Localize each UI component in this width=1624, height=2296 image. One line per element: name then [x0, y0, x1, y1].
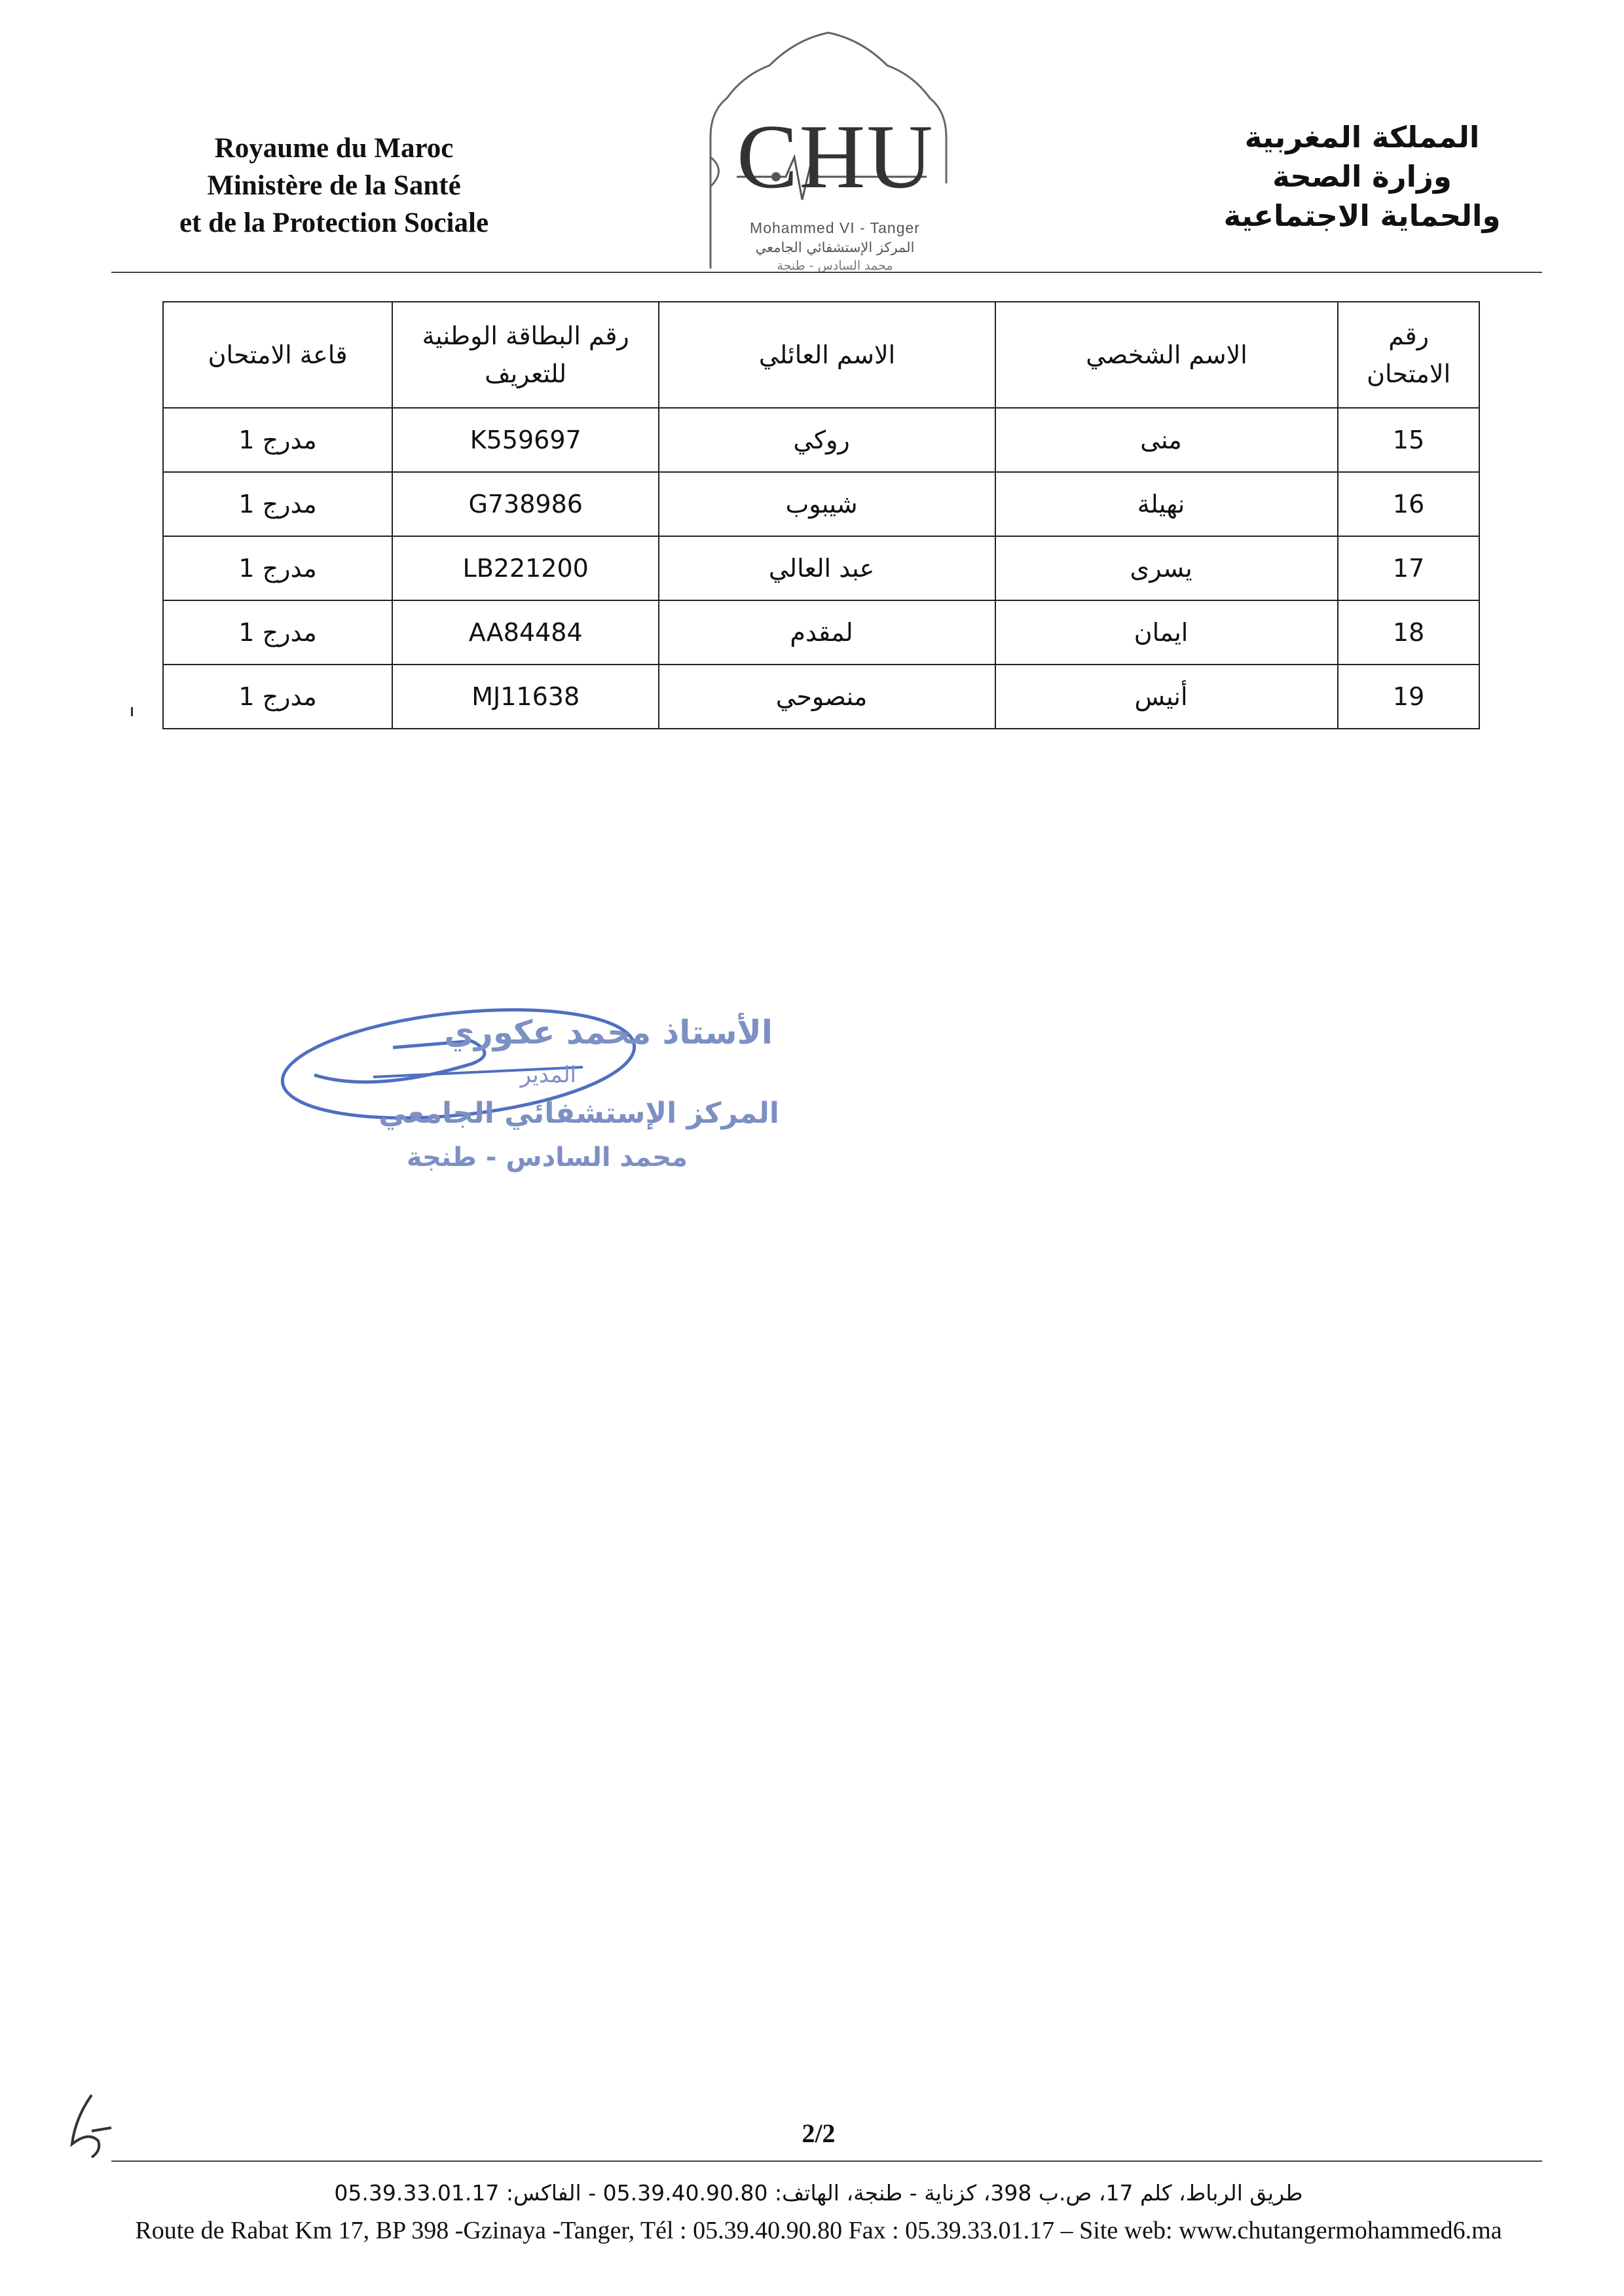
footer-divider	[111, 2160, 1542, 2162]
header-arabic-line-2: وزارة الصحة	[1272, 159, 1452, 194]
header-french-line-1: Royaume du Maroc	[214, 133, 454, 164]
header-arabic-line-1: المملكة المغربية	[1244, 120, 1480, 155]
header-exam-room: قاعة الامتحان	[163, 302, 392, 408]
cell-exam-number: 19	[1338, 665, 1479, 729]
chu-logo	[697, 26, 959, 272]
header-french-line-3: et de la Protection Sociale	[179, 208, 489, 238]
cell-exam-room: مدرج 1	[163, 472, 392, 536]
cell-national-id: MJ11638	[392, 665, 659, 729]
table-row	[163, 600, 1479, 665]
cell-exam-room: مدرج 1	[163, 600, 392, 665]
table-header-row	[163, 302, 1479, 408]
table-row	[163, 665, 1479, 729]
cell-first-name: ايمان	[995, 600, 1338, 665]
header-exam-number-line-1: رقم	[1388, 321, 1430, 350]
cell-first-name: نهيلة	[995, 472, 1338, 536]
table-row	[163, 536, 1479, 600]
header-french-line-2: Ministère de la Santé	[207, 170, 461, 201]
initials-signature-icon	[62, 2092, 121, 2164]
cell-last-name: عبد العالي	[659, 536, 995, 600]
header-divider	[111, 272, 1542, 273]
cell-exam-number: 18	[1338, 600, 1479, 665]
cell-first-name: منى	[995, 408, 1338, 472]
stamp-institution: المركز الإستشفائي الجامعي	[378, 1097, 779, 1130]
cell-exam-room: مدرج 1	[163, 536, 392, 600]
header-last-name: الاسم العائلي	[659, 302, 995, 408]
header-arabic-line-3: والحماية الاجتماعية	[1223, 198, 1501, 233]
header-arabic	[1198, 118, 1526, 236]
logo-subtitle-en: Mohammed VI - Tanger	[750, 219, 920, 236]
margin-mark	[131, 707, 138, 716]
cell-exam-room: مدرج 1	[163, 665, 392, 729]
stamp-city: محمد السادس - طنجة	[406, 1142, 688, 1173]
cell-first-name: أنيس	[995, 665, 1338, 729]
cell-exam-number: 15	[1338, 408, 1479, 472]
table-row	[163, 472, 1479, 536]
cell-last-name: منصوحي	[659, 665, 995, 729]
table-row	[163, 408, 1479, 472]
cell-exam-room: مدرج 1	[163, 408, 392, 472]
footer-address-french: Route de Rabat Km 17, BP 398 -Gzinaya -Tanger, Tél : 05.39.40.90.80 Fax : 05.39.33.01.17 – Site web: www.chutangermohammed6.ma	[135, 2217, 1502, 2244]
exam-table	[162, 301, 1480, 729]
cell-national-id: AA84484	[392, 600, 659, 665]
page-number: 2/2	[802, 2119, 836, 2148]
header-exam-number-line-2: الامتحان	[1367, 359, 1451, 388]
cell-last-name: لمقدم	[659, 600, 995, 665]
logo-subtitle-ar-2: محمد السادس - طنجة	[777, 259, 893, 273]
cell-exam-number: 17	[1338, 536, 1479, 600]
logo-subtitle-ar-1: المركز الإستشفائي الجامعي	[755, 240, 915, 255]
cell-national-id: LB221200	[392, 536, 659, 600]
header-national-id	[392, 302, 659, 408]
header-exam-number	[1338, 302, 1479, 408]
header-first-name: الاسم الشخصي	[995, 302, 1338, 408]
logo-text: CHU	[737, 106, 934, 208]
director-stamp	[275, 1002, 779, 1198]
cell-national-id: G738986	[392, 472, 659, 536]
cell-last-name: شيبوب	[659, 472, 995, 536]
stamp-title: المدير	[520, 1062, 576, 1088]
cell-first-name: يسرى	[995, 536, 1338, 600]
cell-national-id: K559697	[392, 408, 659, 472]
cell-exam-number: 16	[1338, 472, 1479, 536]
cell-last-name: روكي	[659, 408, 995, 472]
footer-address-arabic: طريق الرباط، كلم 17، ص.ب 398، كزناية - طنجة، الهاتف: 05.39.40.90.80 - الفاكس: 05.39.33.01.17	[334, 2180, 1303, 2206]
header-national-id-line-1: رقم البطاقة الوطنية	[422, 321, 629, 350]
stamp-name: الأستاذ محمد عكوري	[444, 1013, 773, 1051]
header-french	[131, 130, 537, 242]
header-national-id-line-2: للتعريف	[485, 359, 567, 388]
